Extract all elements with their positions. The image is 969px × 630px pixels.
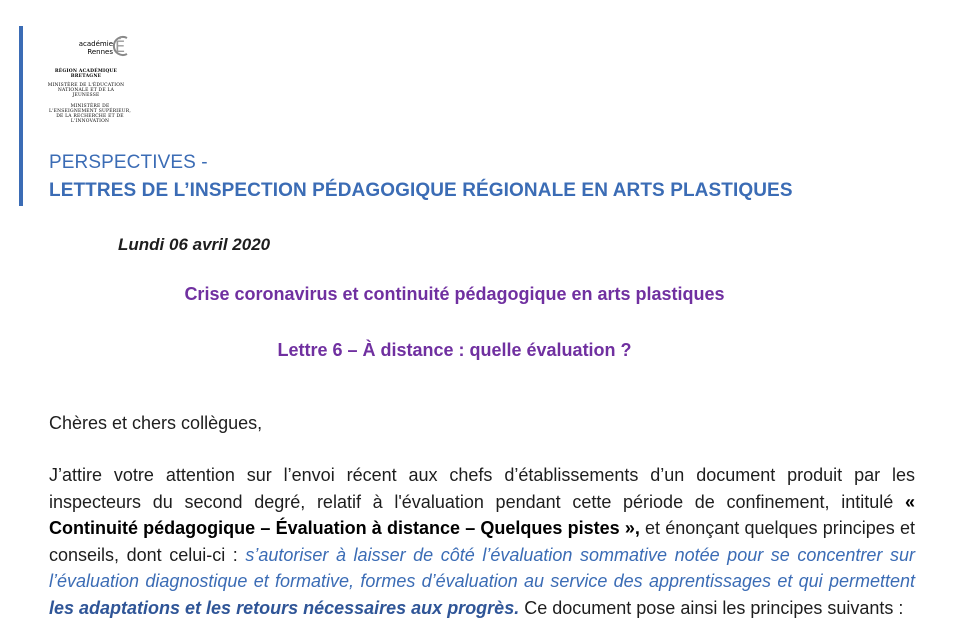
header-line-2: LETTRES DE L’INSPECTION PÉDAGOGIQUE RÉGIONALE EN ARTS PLASTIQUES xyxy=(49,180,793,201)
document-title-quote: « Continuité pédagogique – Évaluation à distance – Quelques pistes », xyxy=(49,491,915,538)
paragraph-text-2: et énonçant quelques principes et conseils, dont celui-ci : xyxy=(49,518,915,565)
academie-rennes-logo xyxy=(45,26,145,126)
greeting: Chères et chers collègues, xyxy=(49,413,263,433)
logo-academie-text: académie Rennes xyxy=(78,40,113,56)
paragraph-text-3: Ce document pose ainsi les principes suivants : xyxy=(519,597,904,618)
paragraph-italic-bold-quote: les adaptations et les retours nécessaires aux progrès. xyxy=(49,597,520,618)
paragraph-italic-quote: s’autoriser à laisser de côté l’évaluation sommative notée pour se concentrer sur l’évaluation diagnostique et formative, formes d’évaluation au service des apprentissages et qui permettent xyxy=(49,544,915,591)
svg-text:É: É xyxy=(115,37,126,56)
logo-region-text: RÉGION ACADÉMIQUE BRETAGNE xyxy=(54,69,118,79)
left-accent-bar xyxy=(19,26,23,206)
logo-e-mark-icon xyxy=(109,30,131,60)
letter-date: Lundi 06 avril 2020 xyxy=(118,235,271,254)
logo-ministere-2: MINISTÈRE DE L'ENSEIGNEMENT SUPÉRIEUR, DE LA RECHERCHE ET DE L'INNOVATION xyxy=(49,104,131,124)
paragraph-text-1: J’attire votre attention sur l’envoi récent aux chefs d’établissements d’un document produit par les inspecteurs du second degré, relatif à l'évaluation pendant cette période de confinement, intitulé xyxy=(49,465,915,512)
logo-ministere-1: MINISTÈRE DE L'ÉDUCATION NATIONALE ET DE LA JEUNESSE xyxy=(47,83,125,98)
body-paragraph xyxy=(49,462,915,621)
letter-title: Crise coronavirus et continuité pédagogique en arts plastiques xyxy=(184,284,725,304)
letter-subtitle: Lettre 6 – À distance : quelle évaluation ? xyxy=(277,340,632,360)
header-line-1: PERSPECTIVES - xyxy=(49,152,208,173)
